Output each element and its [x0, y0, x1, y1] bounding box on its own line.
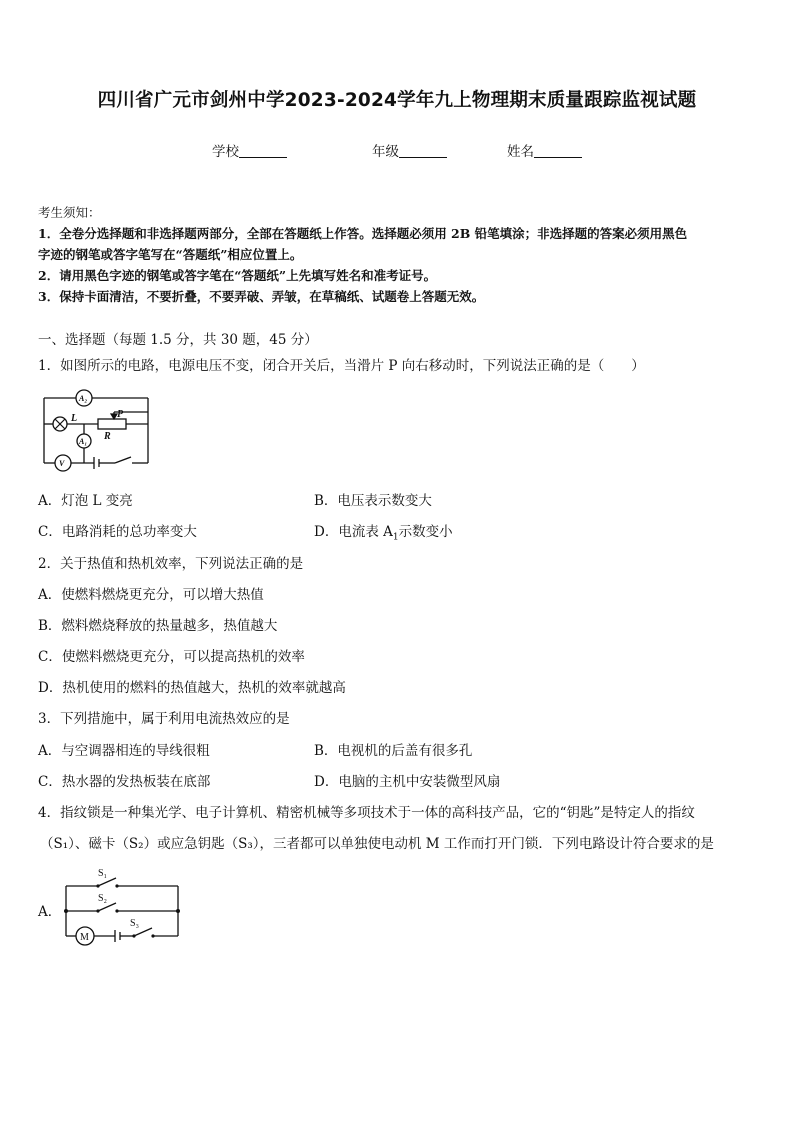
notice-line-1b: 字迹的钢笔或答字笔写在“答题纸”相应位置上。 [38, 247, 303, 262]
school-field [212, 140, 287, 160]
notice-line-1: 1．全卷分选择题和非选择题两部分，全部在答题纸上作答。选择题必须用 2B 铅笔填涂；非选择题的答案必须用黑色 [38, 226, 688, 241]
q1-circuit-diagram [38, 386, 154, 472]
notice-line-3: 3．保持卡面清洁，不要折叠，不要弄破、弄皱，在草稿纸、试题卷上答题无效。 [38, 289, 485, 304]
q4-stem-line-2: （S₁）、磁卡（S₂）或应急钥匙（S₃），三者都可以单独使电动机 M 工作而打开门锁．下列电路设计符合要求的是 [40, 836, 714, 852]
q4-stem: 4．指纹锁是一种集光学、电子计算机、精密机械等多项技术于一体的高科技产品，它的“钥匙”是特定人的指纹 [38, 805, 695, 821]
grade-blank [399, 143, 447, 158]
section-heading: 一、选择题（每题 1.5 分，共 30 题，45 分） [38, 332, 318, 348]
q1-option-a: A．灯泡 L 变亮 [38, 493, 133, 509]
label-p: P [117, 409, 124, 420]
label-s1: S₁ [98, 868, 108, 879]
name-field [507, 140, 582, 160]
label-a1: A₁ [79, 437, 88, 446]
label-a2: A₂ [79, 394, 88, 403]
q2-option-b: B．燃料燃烧释放的热量越多，热值越大 [38, 618, 278, 634]
grade-field [372, 140, 447, 160]
q3-option-b: B．电视机的后盖有很多孔 [314, 743, 473, 759]
q4-option-a-circuit [60, 864, 184, 950]
school-blank [239, 143, 287, 158]
q3-stem: 3．下列措施中，属于利用电流热效应的是 [38, 711, 290, 727]
q2-option-a: A．使燃料燃烧更充分，可以增大热值 [38, 587, 264, 603]
q1-option-d [314, 520, 453, 543]
label-v: V [59, 459, 65, 468]
q3-option-c: C．热水器的发热板装在底部 [38, 774, 211, 790]
q1-option-c: C．电路消耗的总功率变大 [38, 524, 197, 540]
notice-line-2: 2．请用黑色字迹的钢笔或答字笔在“答题纸”上先填写姓名和准考证号。 [38, 268, 437, 283]
notice-heading: 考生须知： [38, 205, 101, 220]
label-s3: S₃ [130, 918, 140, 929]
q2-stem: 2．关于热值和热机效率，下列说法正确的是 [38, 556, 304, 572]
name-label: 姓名 [507, 144, 534, 160]
label-s2: S₂ [98, 893, 108, 904]
q1-option-b: B．电压表示数变大 [314, 493, 432, 509]
q2-option-c: C．使燃料燃烧更充分，可以提高热机的效率 [38, 649, 305, 665]
page-title: 四川省广元市剑州中学2023-2024学年九上物理期末质量跟踪监视试题 [97, 90, 697, 111]
q1-option-d-post: 示数变小 [398, 524, 453, 540]
q2-option-d: D．热机使用的燃料的热值越大，热机的效率就越高 [38, 680, 346, 696]
label-m: M [80, 932, 89, 943]
q1-stem: 1．如图所示的电路，电源电压不变，闭合开关后，当滑片 P 向右移动时，下列说法正确的是（ ） [38, 358, 645, 374]
grade-label: 年级 [372, 144, 399, 160]
label-r: R [104, 431, 111, 442]
q3-option-d: D．电脑的主机中安装微型风扇 [314, 774, 501, 790]
name-blank [534, 143, 582, 158]
school-label: 学校 [212, 144, 239, 160]
q3-option-a: A．与空调器相连的导线很粗 [38, 743, 210, 759]
q1-option-d-pre: D．电流表 A [314, 524, 393, 540]
q1-option-d-sub: 1 [392, 532, 399, 543]
q4-option-a: A． [38, 904, 62, 920]
label-l: L [71, 413, 78, 424]
